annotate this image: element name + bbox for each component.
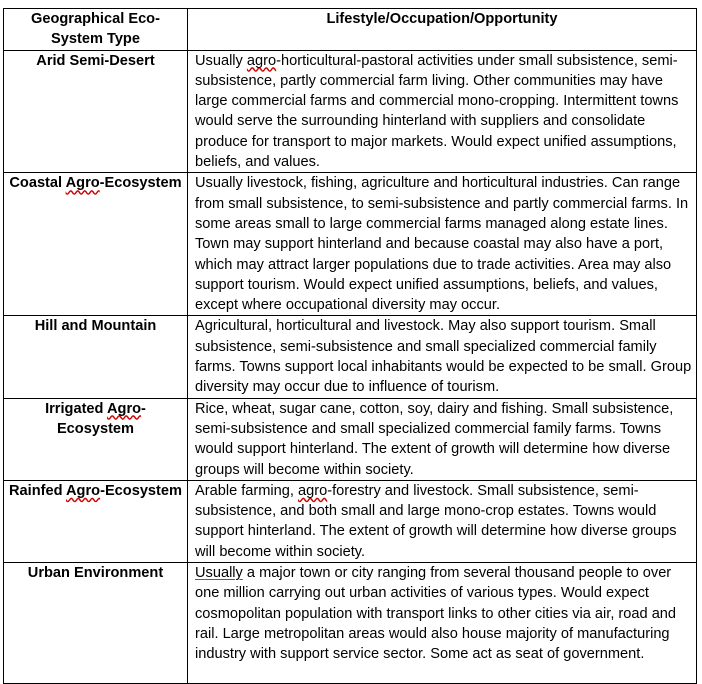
grammar-flagged-word[interactable]: Usually <box>195 565 243 582</box>
lifestyle-cell <box>188 480 697 562</box>
spellcheck-flagged-word[interactable]: Agro <box>66 482 101 499</box>
desc-text: Arable farming, <box>195 482 299 499</box>
ecosystem-type-cell: Urban Environment <box>4 563 188 684</box>
lifestyle-cell <box>188 563 697 684</box>
header-ecosystem-type <box>4 9 188 51</box>
type-text: -Ecosystem <box>100 482 183 499</box>
spellcheck-flagged-word[interactable]: agro <box>298 482 328 499</box>
desc-text: Usually <box>195 52 247 69</box>
lifestyle-cell: Agricultural, horticultural and livestock. May also support tourism. Small subsistence, semi-subsistence and small specialized commercial family farms. Towns support local inhabitants would be expected to be small. Group diversity may occur due to influence of tourism. <box>188 316 697 398</box>
type-text: Ecosystem <box>56 420 135 437</box>
header-lifestyle: Lifestyle/Occupation/Opportunity <box>188 9 697 51</box>
ecosystem-type-cell <box>4 398 188 480</box>
ecosystem-type-cell: Hill and Mountain <box>4 316 188 398</box>
lifestyle-cell: Rice, wheat, sugar cane, cotton, soy, dairy and fishing. Small subsistence, semi-subsistence and small specialized commercial family farms. Towns would support hinterland. The extent of growth will determine how diverse groups will become within society. <box>188 398 697 480</box>
ecosystem-type-cell <box>4 173 188 316</box>
desc-text: -horticultural-pastoral activities under small subsistence, semi-subsistence, partly commercial farm living. Other communities may have large commercial farms and commercial mono-cropping. Intermittent towns would serve the surrounding hinterland with suppliers and consolidate produce for transport to major markets. Would expect unified assumptions, beliefs, and values. <box>195 52 679 171</box>
table-row <box>4 173 697 316</box>
table-row <box>4 50 697 173</box>
spellcheck-flagged-word[interactable]: Agro <box>106 400 142 417</box>
ecosystem-type-cell <box>4 480 188 562</box>
type-text: - <box>141 400 146 417</box>
table-row <box>4 398 697 480</box>
desc-text: a major town or city ranging from several thousand people to over one million carrying out urban activities of various types. Would expect cosmopolitan population with transport links to other cities via air, road and rail. Large metropolitan areas would also house majority of manufacturing industry with support service sector. Some act as seat of government. <box>195 565 677 663</box>
ecosystem-lifestyle-table <box>3 8 697 684</box>
type-text: Coastal <box>9 175 66 192</box>
table-header-row <box>4 9 697 51</box>
table-row <box>4 316 697 398</box>
type-text: Rainfed <box>8 482 67 499</box>
header-type-line2: System Type <box>51 31 140 48</box>
table-row <box>4 563 697 684</box>
lifestyle-cell <box>188 50 697 173</box>
type-text: Irrigated <box>45 400 107 417</box>
lifestyle-cell: Usually livestock, fishing, agriculture and horticultural industries. Can range from small subsistence, to semi-subsistence and partly commercial farms. In some areas small to large commercial farms managed along estate lines. Town may support hinterland and because coastal may also have a port, which may attract larger populations due to trade activities. Area may also support tourism. Would expect unified assumptions, beliefs, and values, except where occupational diversity may occur. <box>188 173 697 316</box>
spellcheck-flagged-word[interactable]: agro <box>246 52 277 69</box>
table-row <box>4 480 697 562</box>
ecosystem-type-cell: Arid Semi-Desert <box>4 50 188 173</box>
desc-text: -forestry and livestock. Small subsistence, semi-subsistence, and both small and large mono-crop estates. Towns would support hinterland. The extent of growth will determine how diverse groups will become within society. <box>195 482 677 560</box>
type-text: -Ecosystem <box>99 175 182 192</box>
header-type-line1: Geographical Eco- <box>31 11 160 27</box>
spellcheck-flagged-word[interactable]: Agro <box>65 175 100 192</box>
